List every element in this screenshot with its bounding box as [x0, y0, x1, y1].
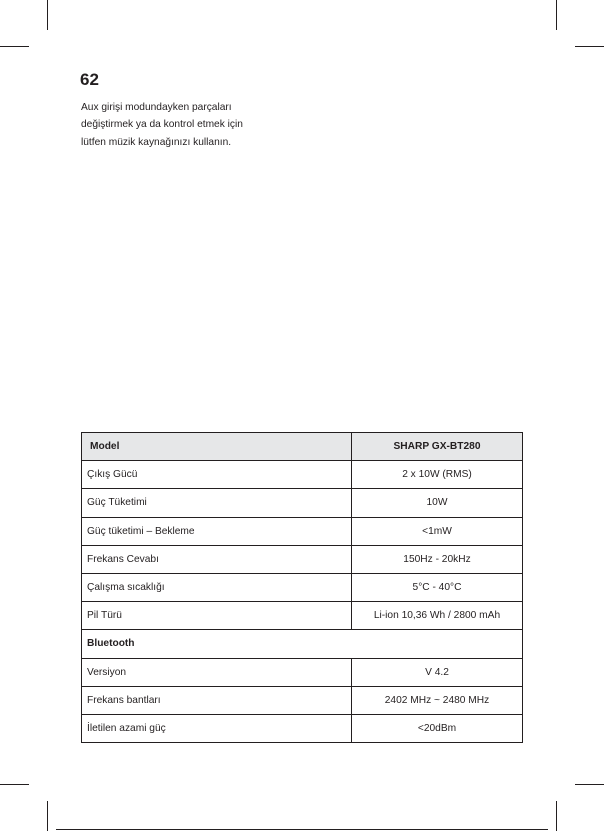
- spec-label: Çalışma sıcaklığı: [82, 573, 352, 601]
- crop-mark-bottom-left-vertical: [47, 801, 48, 831]
- crop-mark-top-right-vertical: [556, 0, 557, 30]
- table-row: [82, 545, 523, 573]
- spec-label: Frekans bantları: [82, 686, 352, 714]
- spec-value: 2402 MHz ~ 2480 MHz: [352, 686, 523, 714]
- bluetooth-section-title: Bluetooth: [82, 630, 523, 658]
- spec-value: <1mW: [352, 517, 523, 545]
- intro-line: lütfen müzik kaynağınızı kullanın.: [81, 136, 232, 148]
- spec-label: İletilen azami güç: [82, 714, 352, 742]
- header-model-label: Model: [82, 433, 352, 461]
- spec-label: Güç tüketimi – Bekleme: [82, 517, 352, 545]
- intro-paragraph: [81, 99, 291, 151]
- spec-label: Güç Tüketimi: [82, 489, 352, 517]
- spec-label: Çıkış Gücü: [82, 461, 352, 489]
- table-row: [82, 686, 523, 714]
- table-row: [82, 517, 523, 545]
- spec-value: 5°C - 40°C: [352, 573, 523, 601]
- crop-mark-bottom-right-vertical: [556, 801, 557, 831]
- spec-label: Frekans Cevabı: [82, 545, 352, 573]
- spec-label: Versiyon: [82, 658, 352, 686]
- table-row: [82, 658, 523, 686]
- spec-value: V 4.2: [352, 658, 523, 686]
- header-model-value: SHARP GX-BT280: [352, 433, 523, 461]
- crop-mark-bottom-left-horizontal: [0, 784, 29, 785]
- page-number: 62: [80, 70, 99, 89]
- bottom-trim-line: [56, 829, 548, 830]
- spec-value: 10W: [352, 489, 523, 517]
- table-row: [82, 714, 523, 742]
- crop-mark-top-left-horizontal: [0, 46, 29, 47]
- spec-value: Li-ion 10,36 Wh / 2800 mAh: [352, 602, 523, 630]
- table-row: [82, 573, 523, 601]
- bluetooth-section-row: [82, 630, 523, 658]
- table-row: [82, 602, 523, 630]
- crop-mark-top-left-vertical: [47, 0, 48, 30]
- table-row: [82, 461, 523, 489]
- crop-mark-bottom-right-horizontal: [575, 784, 604, 785]
- crop-mark-top-right-horizontal: [575, 46, 604, 47]
- spec-value: 2 x 10W (RMS): [352, 461, 523, 489]
- specifications-table: [81, 432, 523, 743]
- table-row: [82, 489, 523, 517]
- spec-value: 150Hz - 20kHz: [352, 545, 523, 573]
- intro-line: Aux girişi modundayken parçaları: [81, 102, 232, 113]
- table-header-row: [82, 433, 523, 461]
- spec-label: Pil Türü: [82, 602, 352, 630]
- spec-value: <20dBm: [352, 714, 523, 742]
- intro-line: değiştirmek ya da kontrol etmek için: [81, 119, 243, 131]
